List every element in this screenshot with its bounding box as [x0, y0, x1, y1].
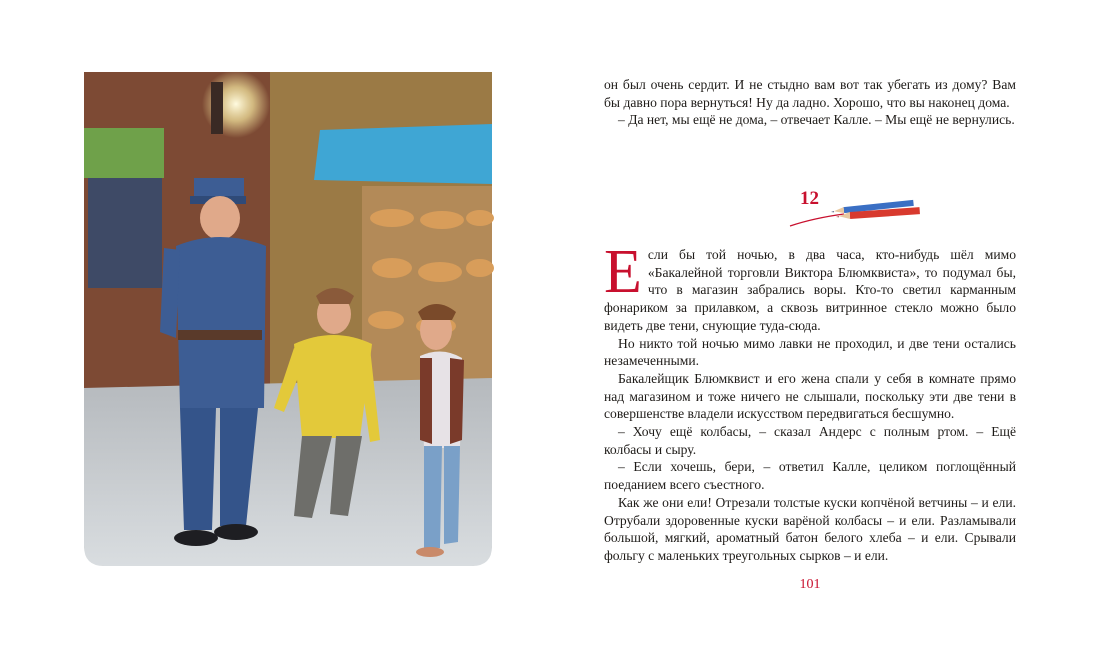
dropcap-letter: Е	[604, 238, 642, 306]
paragraph-dialogue: – Да нет, мы ещё не дома, – отвечает Калле. – Мы ещё не вернулись.	[618, 112, 1015, 128]
chapter-text	[604, 238, 1016, 565]
book-illustration	[80, 68, 495, 570]
pencils-icon	[784, 198, 924, 233]
continued-text	[604, 76, 1016, 129]
paragraph: Как же они ели! Отрезали толстые куски копчёной ветчины – и ели. Отрубали здоровенные куски варёной колбасы – и ели. Разламывали большой, мягкий, ароматный батон белого хлеба – и ели. Срывали фольгу с маленьких треугольных сырков – и ели.	[604, 494, 1016, 563]
blue-awning	[314, 124, 492, 184]
paragraph: – Хочу ещё колбасы, – сказал Андерс с полным ртом. – Ещё колбасы и сыру.	[604, 424, 1016, 457]
chapter-number: 12	[800, 188, 819, 209]
left-window	[88, 178, 162, 288]
chapter-heading	[604, 190, 1016, 230]
paragraph-opening	[604, 238, 1016, 335]
paragraph: Но никто той ночью мимо лавки не проходил, и две тени остались незамеченными.	[604, 335, 1016, 369]
street-lamp	[211, 82, 223, 134]
page-number: 101	[799, 577, 821, 592]
pencils-svg	[784, 198, 924, 228]
paragraph: – Если хочешь, бери, – ответил Калле, целиком поглощённый поеданием всего съестного.	[604, 459, 1016, 493]
paragraph: Бакалейщик Блюмквист и его жена спали у себя в комнате прямо над магазином и тоже ничего не слышали, поскольку эти две тени в совершенстве владели искусством передвигаться бесшумно.	[604, 370, 1016, 422]
illustration-svg	[80, 68, 495, 570]
paragraph-opening-text: сли бы той ночью, в два часа, кто-нибудь шёл мимо «Бакалейной торговли Виктора Блюмквиста», то подумал бы, что в магазин забрались воры. Кто-то светил карманным фонариком за прилавком, а сквозь витринное стекло можно было видеть две тени, снующие туда-сюда.	[604, 247, 1016, 333]
green-awning	[84, 128, 164, 178]
paragraph-continued: он был очень сердит. И не стыдно вам вот так убегать из дому? Вам бы давно пора вернуться! Ну да ладно. Хорошо, что вы наконец дома.	[604, 77, 1016, 110]
